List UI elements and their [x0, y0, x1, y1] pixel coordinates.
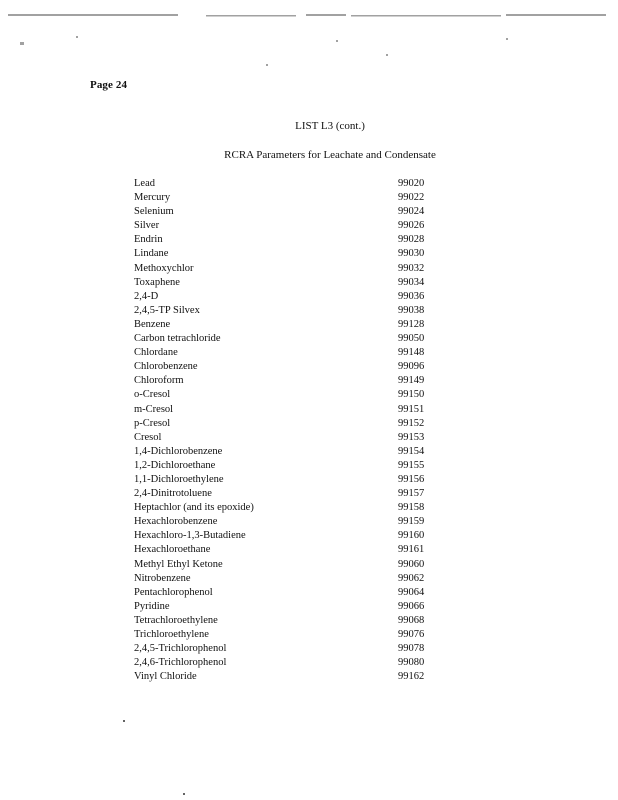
parameter-code: 99152 — [398, 417, 425, 429]
parameter-row — [134, 572, 444, 586]
parameter-code: 99028 — [398, 234, 425, 246]
parameter-code: 99062 — [398, 572, 425, 584]
parameter-row — [134, 487, 444, 501]
parameter-name: Mercury — [134, 192, 171, 204]
parameter-list — [134, 177, 444, 684]
parameter-code: 99128 — [398, 318, 425, 330]
parameter-row — [134, 247, 444, 261]
parameter-name: m-Cresol — [134, 403, 174, 415]
parameter-code: 99161 — [398, 544, 425, 556]
parameter-row — [134, 515, 444, 529]
parameter-name: Nitrobenzene — [134, 572, 191, 584]
parameter-row — [134, 191, 444, 205]
parameter-name: Silver — [134, 220, 160, 232]
parameter-name: p-Cresol — [134, 417, 171, 429]
parameter-name: 2,4-D — [134, 290, 159, 302]
parameter-name: Hexachloroethane — [134, 544, 211, 556]
parameter-code: 99096 — [398, 361, 425, 373]
parameter-code: 99030 — [398, 248, 425, 260]
parameter-code: 99157 — [398, 488, 425, 500]
parameter-row — [134, 346, 444, 360]
parameter-row — [134, 445, 444, 459]
parameter-row — [134, 600, 444, 614]
parameter-code: 99068 — [398, 614, 425, 626]
parameter-name: Carbon tetrachloride — [134, 333, 221, 345]
parameter-name: 2,4,6-Trichlorophenol — [134, 657, 227, 669]
parameter-row — [134, 642, 444, 656]
parameter-name: Trichloroethylene — [134, 629, 209, 640]
parameter-row — [134, 360, 444, 374]
parameter-row — [134, 219, 444, 233]
parameter-name: Hexachlorobenzene — [134, 516, 218, 528]
scan-noise-header — [6, 6, 612, 66]
page-label: Page 24 — [90, 79, 128, 91]
parameter-code: 99159 — [398, 516, 425, 528]
parameter-row — [134, 262, 444, 276]
parameter-code: 99156 — [398, 473, 425, 485]
parameter-code: 99026 — [398, 220, 425, 232]
parameter-name: Toxaphene — [134, 276, 180, 288]
parameter-code: 99034 — [398, 276, 425, 288]
list-subtitle: RCRA Parameters for Leachate and Condensate — [224, 149, 436, 161]
parameter-name: 2,4-Dinitrotoluene — [134, 488, 212, 500]
parameter-code: 99155 — [398, 459, 425, 471]
parameter-name: Hexachloro-1,3-Butadiene — [134, 530, 246, 542]
parameter-name: Benzene — [134, 318, 171, 330]
parameter-name: Pyridine — [134, 600, 170, 612]
parameter-code: 99064 — [398, 586, 425, 598]
parameter-code: 99020 — [398, 178, 425, 189]
parameter-code: 99162 — [398, 671, 425, 683]
scan-speck — [123, 720, 125, 722]
parameter-name: Methyl Ethyl Ketone — [134, 558, 223, 570]
parameter-row — [134, 332, 444, 346]
parameter-name: Tetrachloroethylene — [134, 614, 218, 626]
parameter-row — [134, 403, 444, 417]
parameter-name: Vinyl Chloride — [134, 671, 197, 683]
parameter-row — [134, 614, 444, 628]
parameter-code: 99050 — [398, 333, 425, 345]
parameter-row — [134, 459, 444, 473]
list-title: LIST L3 (cont.) — [295, 120, 365, 132]
parameter-code: 99154 — [398, 445, 425, 457]
parameter-row — [134, 656, 444, 670]
parameter-name: o-Cresol — [134, 389, 171, 401]
parameter-code: 99160 — [398, 530, 425, 542]
parameter-row — [134, 670, 444, 684]
parameter-code: 99076 — [398, 629, 425, 640]
parameter-name: Methoxychlor — [134, 262, 194, 274]
parameter-code: 99036 — [398, 290, 425, 302]
parameter-row — [134, 276, 444, 290]
parameter-name: 2,4,5-Trichlorophenol — [134, 643, 227, 655]
parameter-row — [134, 177, 444, 191]
parameter-name: Lindane — [134, 248, 169, 260]
parameter-code: 99148 — [398, 347, 425, 359]
parameter-name: 1,1-Dichloroethylene — [134, 473, 224, 485]
parameter-code: 99066 — [398, 600, 425, 612]
parameter-code: 99078 — [398, 643, 425, 655]
parameter-name: 1,2-Dichloroethane — [134, 459, 216, 471]
parameter-code: 99080 — [398, 657, 425, 669]
parameter-row — [134, 205, 444, 219]
parameter-code: 99150 — [398, 389, 425, 401]
parameter-name: Chlorobenzene — [134, 361, 198, 373]
parameter-row — [134, 388, 444, 402]
parameter-row — [134, 543, 444, 557]
parameter-name: Endrin — [134, 234, 163, 246]
parameter-name: Selenium — [134, 206, 174, 218]
parameter-code: 99032 — [398, 262, 425, 274]
parameter-name: Heptachlor (and its epoxide) — [134, 502, 254, 514]
parameter-code: 99158 — [398, 502, 425, 514]
parameter-name: Cresol — [134, 431, 162, 443]
parameter-row — [134, 374, 444, 388]
parameter-name: Chlordane — [134, 347, 178, 359]
parameter-row — [134, 628, 444, 642]
parameter-row — [134, 501, 444, 515]
parameter-name: Lead — [134, 178, 155, 189]
parameter-row — [134, 529, 444, 543]
parameter-row — [134, 558, 444, 572]
parameter-name: 2,4,5-TP Silvex — [134, 304, 200, 316]
parameter-row — [134, 233, 444, 247]
parameter-name: Pentachlorophenol — [134, 586, 213, 598]
parameter-name: Chloroform — [134, 375, 184, 387]
parameter-row — [134, 473, 444, 487]
parameter-code: 99024 — [398, 206, 425, 218]
parameter-code: 99038 — [398, 304, 425, 316]
parameter-row — [134, 586, 444, 600]
parameter-name: 1,4-Dichlorobenzene — [134, 445, 223, 457]
parameter-code: 99060 — [398, 558, 425, 570]
parameter-row — [134, 431, 444, 445]
parameter-code: 99153 — [398, 431, 425, 443]
parameter-row — [134, 318, 444, 332]
parameter-row — [134, 304, 444, 318]
parameter-row — [134, 417, 444, 431]
parameter-row — [134, 290, 444, 304]
parameter-code: 99022 — [398, 192, 425, 204]
parameter-code: 99151 — [398, 403, 425, 415]
parameter-code: 99149 — [398, 375, 425, 387]
scan-speck — [183, 793, 185, 795]
